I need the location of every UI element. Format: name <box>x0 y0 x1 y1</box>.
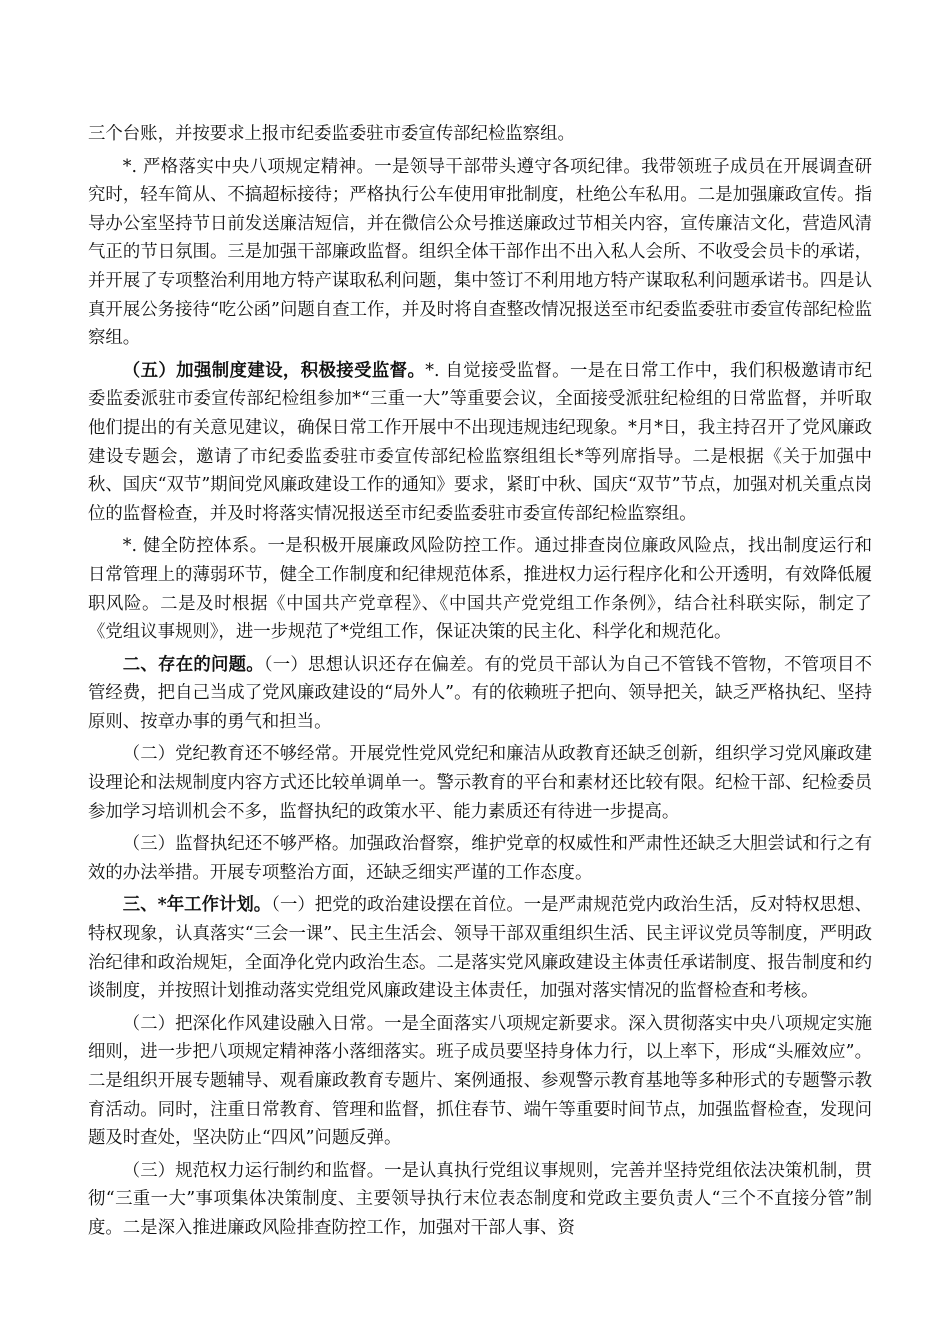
paragraph-text: *. 健全防控体系。一是积极开展廉政风险防控工作。通过排查岗位廉政风险点，找出制度运行和日常管理上的薄弱环节，健全工作制度和纪律规范体系，推进权力运行程序化和公开透明，有效降低履职风险。二是及时根据《中国共产党章程》、《中国共产党党组工作条例》，结合社科联实际，制定了《党组议事规则》，进一步规范了*党组工作，保证决策的民主化、科学化和规范化。 <box>88 536 872 643</box>
paragraph-2 <box>88 153 872 353</box>
paragraph-heading: （五）加强制度建设，积极接受监督。 <box>122 360 426 381</box>
paragraph-6 <box>88 740 872 826</box>
paragraph-text: （二）党纪教育还不够经常。开展党性党风党纪和廉洁从政教育还缺乏创新，组织学习党风廉政建设理论和法规制度内容方式还比较单调单一。警示教育的平台和素材还比较有限。纪检干部、纪检委员参加学习培训机会不多，监督执纪的政策水平、能力素质还有待进一步提高。 <box>88 744 872 822</box>
paragraph-heading: 三、*年工作计划。 <box>122 895 272 916</box>
paragraph-text: *. 自觉接受监督。一是在日常工作中，我们积极邀请市纪委监委派驻市委宣传部纪检组参加*“三重一大”等重要会议，全面接受派驻纪检组的日常监督，并听取他们提出的有关意见建议，确保日常工作开展中不出现违规违纪现象。*月*日，我主持召开了党风廉政建设专题会，邀请了市纪委监委驻市委宣传部纪检监察组组长*等列席指导。二是根据《关于加强中秋、国庆“双节”期间党风廉政建设工作的通知》要求，紧盯中秋、国庆“双节”节点，加强对机关重点岗位的监督检查，并及时将落实情况报送至市纪委监委驻市委宣传部纪检监察组。 <box>88 360 872 524</box>
paragraph-1 <box>88 120 872 149</box>
paragraph-text: 三个台账，并按要求上报市纪委监委驻市委宣传部纪检监察组。 <box>88 124 575 144</box>
paragraph-text: （二）把深化作风建设融入日常。一是全面落实八项规定新要求。深入贯彻落实中央八项规定实施细则，进一步把八项规定精神落小落细落实。班子成员要坚持身体力行，以上率下，形成“头雁效应”。二是组织开展专题辅导、观看廉政教育专题片、案例通报、参观警示教育基地等多种形式的专题警示教育活动。同时，注重日常教育、管理和监督，抓住春节、端午等重要时间节点，加强监督检查，发现问题及时查处，坚决防止“四风”问题反弹。 <box>88 1013 872 1149</box>
paragraph-heading: 二、存在的问题。 <box>122 654 264 675</box>
paragraph-text: （一）思想认识还存在偏差。有的党员干部认为自己不管钱不管物，不管项目不管经费，把自己当成了党风廉政建设的“局外人”。有的依赖班子把向、领导把关，缺乏严格执纪、坚持原则、按章办事的勇气和担当。 <box>88 654 872 732</box>
paragraph-9 <box>88 1010 872 1153</box>
document-body <box>88 120 872 1247</box>
paragraph-text: *. 严格落实中央八项规定精神。一是领导干部带头遵守各项纪律。我带领班子成员在开展调查研究时，轻车简从、不搞超标接待；严格执行公车使用审批制度，杜绝公车私用。二是加强廉政宣传。指导办公室坚持节日前发送廉洁短信，并在微信公众号推送廉政过节相关内容，宣传廉洁文化，营造风清气正的节日氛围。三是加强干部廉政监督。组织全体干部作出不出入私人会所、不收受会员卡的承诺，并开展了专项整治利用地方特产谋取私利问题，集中签订不利用地方特产谋取私利问题承诺书。四是认真开展公务接待“吃公函”问题自查工作，并及时将自查整改情况报送至市纪委监委驻市委宣传部纪检监察组。 <box>88 156 872 349</box>
paragraph-8 <box>88 891 872 1005</box>
paragraph-text: （一）把党的政治建设摆在首位。一是严肃规范党内政治生活，反对特权思想、特权现象，认真落实“三会一课”、民主生活会、领导干部双重组织生活、民主评议党员等制度，严明政治纪律和政治规矩，全面净化党内政治生态。二是落实党风廉政建设主体责任承诺制度、报告制度和约谈制度，并按照计划推动落实党组党风廉政建设主体责任，加强对落实情况的监督检查和考核。 <box>88 895 872 1002</box>
paragraph-7 <box>88 830 872 887</box>
paragraph-text: （三）规范权力运行制约和监督。一是认真执行党组议事规则，完善并坚持党组依法决策机制，贯彻“三重一大”事项集体决策制度、主要领导执行末位表态制度和党政主要负责人“三个不直接分管”制度。二是深入推进廉政风险排查防控工作，加强对干部人事、资 <box>88 1160 872 1238</box>
paragraph-3 <box>88 357 872 529</box>
paragraph-10 <box>88 1157 872 1243</box>
paragraph-text: （三）监督执纪还不够严格。加强政治督察，维护党章的权威性和严肃性还缺乏大胆尝试和行之有效的办法举措。开展专项整治方面，还缺乏细实严谨的工作态度。 <box>88 834 872 883</box>
paragraph-5 <box>88 651 872 737</box>
paragraph-4 <box>88 532 872 646</box>
